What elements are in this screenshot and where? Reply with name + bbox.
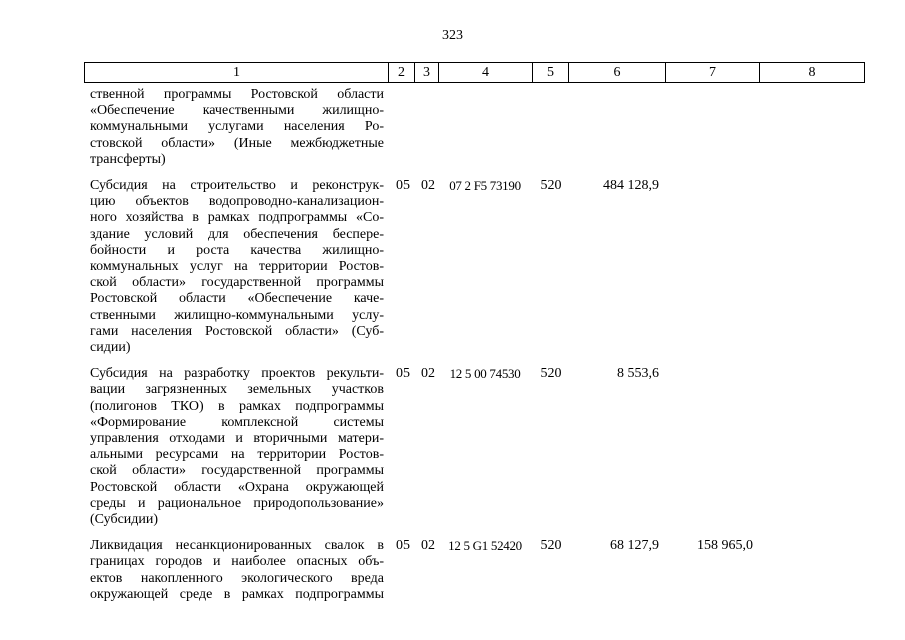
cell-col-4: 12 5 G1 52420 <box>448 538 522 554</box>
description-line: Субсидия на строительство и реконструк- <box>90 178 384 194</box>
cell-col-2 <box>388 87 414 168</box>
description-line: ской области» государственной программы <box>90 275 384 291</box>
cell-col-5: 520 <box>540 178 562 194</box>
description-line: Ликвидация несанкционированных свалок в <box>90 538 384 554</box>
description-line: управления отходами и вторичными матери- <box>90 431 384 447</box>
description-line: трансферты) <box>90 151 166 167</box>
header-col-8: 8 <box>808 65 816 80</box>
cell-col-7 <box>665 87 759 168</box>
row-description <box>84 87 388 168</box>
description-line: ектов накопленного экологического вреда <box>90 570 384 586</box>
description-line: бойности и роста качества жилищно- <box>90 242 384 258</box>
header-col-5: 5 <box>533 63 569 82</box>
description-line: стовской области» (Иные межбюджетные <box>90 135 384 151</box>
description-line: Ростовской области «Обеспечение каче- <box>90 291 384 307</box>
cell-col-2: 05 <box>396 538 410 554</box>
description-line: окружающей среде в рамках подпрограммы <box>90 586 384 602</box>
description-line: коммунальными услугами населения Ро- <box>90 119 384 135</box>
description-line: «Формирование комплексной системы <box>90 414 384 430</box>
cell-col-5: 520 <box>540 366 562 382</box>
cell-col-5 <box>532 87 568 168</box>
table-row <box>84 538 865 603</box>
description-line: ской области» государственной программы <box>90 463 384 479</box>
description-line: ственными жилищно-коммунальными услу- <box>90 307 384 323</box>
description-line: альными ресурсами на территории Ростов- <box>90 447 384 463</box>
table-row <box>84 87 865 168</box>
cell-col-2: 05 <box>396 366 410 382</box>
description-line: ственной программы Ростовской области <box>90 87 384 102</box>
description-line: гами населения Ростовской области» (Суб- <box>90 323 384 339</box>
description-line: коммунальных услуг на территории Ростов- <box>90 259 384 275</box>
row-description <box>84 178 388 356</box>
description-line: Ростовской области «Охрана окружающей <box>90 479 384 495</box>
description-line: вации загрязненных земельных участков <box>90 382 384 398</box>
page-number: 323 <box>442 28 463 43</box>
cell-col-3: 02 <box>421 538 435 554</box>
cell-col-8 <box>759 366 863 528</box>
description-line: сидии) <box>90 340 131 356</box>
description-line: среды и рациональное природопользование» <box>90 495 384 511</box>
description-line: (Субсидии) <box>90 512 159 528</box>
table-body <box>84 87 865 613</box>
table-row <box>84 178 865 356</box>
cell-col-2: 05 <box>396 178 410 194</box>
description-line: цию объектов водопроводно-канализацион- <box>90 194 384 210</box>
cell-col-3: 02 <box>421 178 435 194</box>
header-col-1: 1 <box>85 63 389 82</box>
cell-col-6: 484 128,9 <box>603 178 659 194</box>
table-row <box>84 366 865 528</box>
description-line: (полигонов ТКО) в рамках подпрограммы <box>90 398 384 414</box>
header-col-3: 3 <box>415 63 439 82</box>
description-line: Субсидия на разработку проектов рекульти- <box>90 366 384 382</box>
cell-col-7 <box>665 178 759 356</box>
description-line: здание условий для обеспечения беспере- <box>90 226 384 242</box>
table-header <box>84 62 865 83</box>
cell-col-4: 12 5 00 74530 <box>449 366 521 382</box>
cell-col-7: 158 965,0 <box>697 538 753 554</box>
cell-col-8 <box>759 538 863 603</box>
description-line: границах городов и наиболее опасных объ- <box>90 554 384 570</box>
cell-col-6: 8 553,6 <box>617 366 659 382</box>
cell-col-7 <box>665 366 759 528</box>
row-description <box>84 366 388 528</box>
cell-col-4 <box>438 87 532 168</box>
header-col-6: 6 <box>569 63 666 82</box>
header-col-4: 4 <box>439 63 533 82</box>
description-line: «Обеспечение качественными жилищно- <box>90 103 384 119</box>
cell-col-4: 07 2 F5 73190 <box>449 178 521 194</box>
cell-col-3 <box>414 87 438 168</box>
cell-col-8 <box>759 87 863 168</box>
cell-col-6 <box>568 87 665 168</box>
description-line: ного хозяйства в рамках подпрограммы «Со- <box>90 210 384 226</box>
header-col-7: 7 <box>666 63 760 82</box>
cell-col-6: 68 127,9 <box>610 538 659 554</box>
cell-col-8 <box>759 178 863 356</box>
cell-col-3: 02 <box>421 366 435 382</box>
header-col-2: 2 <box>389 63 415 82</box>
cell-col-5: 520 <box>540 538 562 554</box>
row-description <box>84 538 388 603</box>
